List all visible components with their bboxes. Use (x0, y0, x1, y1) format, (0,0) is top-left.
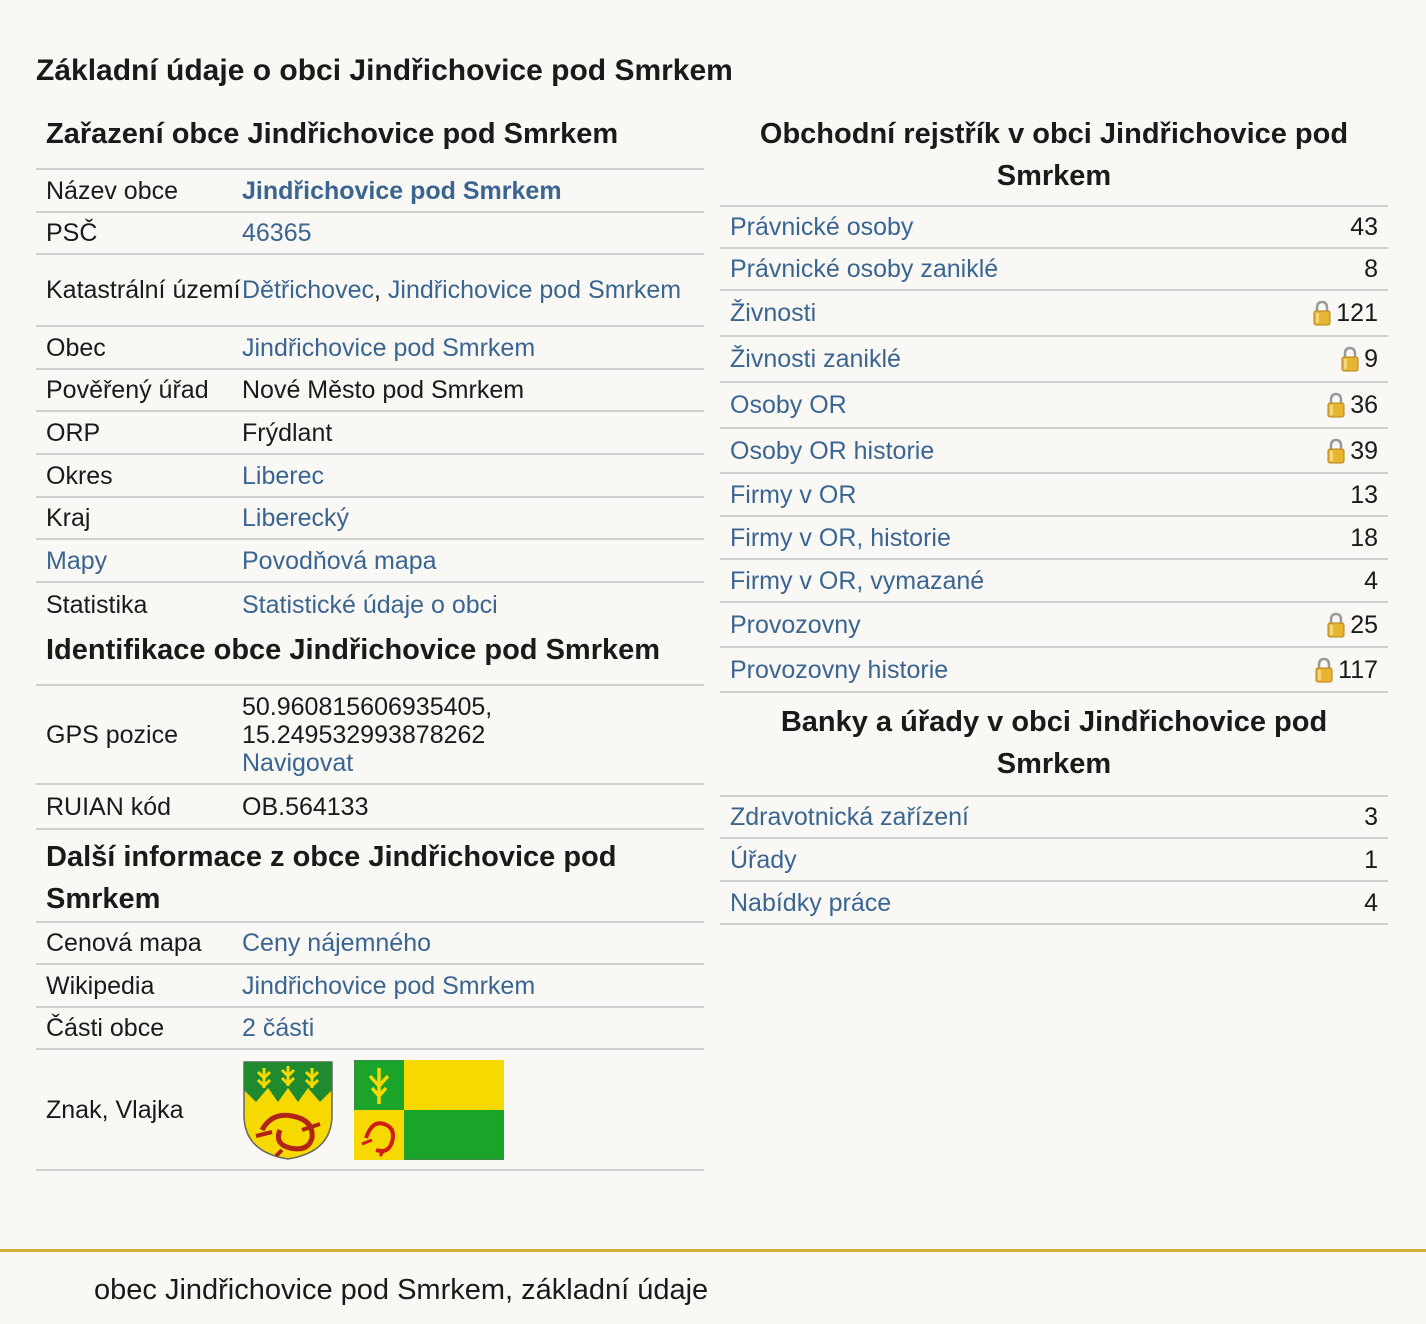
lock-icon (1340, 346, 1360, 372)
count-value: 18 (1350, 523, 1378, 552)
cadastral-values (242, 276, 694, 304)
count-value: 121 (1336, 299, 1378, 327)
lock-icon (1326, 612, 1346, 638)
count-wrap (1350, 481, 1378, 509)
count-wrap (1314, 656, 1378, 684)
rejstrik-heading: Obchodní rejstřík v obci Jindřichovice pod Smrkem (720, 110, 1388, 207)
row-label: ORP (46, 418, 101, 447)
info-row-wikipedia (36, 965, 704, 1008)
offices-link[interactable]: Úřady (730, 845, 797, 874)
register-link[interactable]: Firmy v OR, vymazané (730, 566, 985, 595)
register-link[interactable]: Provozovny historie (730, 655, 949, 684)
row-label: Okres (46, 461, 113, 490)
flag-icon[interactable] (354, 1060, 504, 1160)
health-facilities-link[interactable]: Zdravotnická zařízení (730, 803, 969, 831)
count-wrap (1326, 437, 1378, 465)
banky-heading: Banky a úřady v obci Jindřichovice pod Smrkem (720, 693, 1388, 797)
info-row-znak-vlajka (36, 1050, 704, 1171)
count-value: 3 (1364, 803, 1378, 831)
kraj-link[interactable]: Liberecký (242, 504, 349, 532)
footer-text: obec Jindřichovice pod Smrkem, základní údaje (94, 1274, 709, 1306)
statistics-link[interactable]: Statistické údaje o obci (242, 590, 498, 619)
orp-value: Frýdlant (242, 418, 333, 447)
count-wrap (1364, 255, 1378, 283)
register-row (720, 383, 1388, 429)
gps-longitude: 15.249532993878262 (242, 720, 486, 749)
count-wrap (1326, 391, 1378, 419)
register-row (720, 560, 1388, 603)
register-row (720, 474, 1388, 517)
zarazeni-heading: Zařazení obce Jindřichovice pod Smrkem (36, 110, 704, 170)
mapy-link[interactable]: Mapy (46, 546, 108, 575)
register-link[interactable]: Osoby OR historie (730, 436, 935, 465)
count-wrap (1364, 567, 1378, 595)
page-title: Základní údaje o obci Jindřichovice pod Smrkem (36, 54, 733, 87)
bank-row-nabidky (720, 882, 1388, 925)
register-link[interactable]: Živnosti (730, 299, 817, 327)
count-value: 8 (1364, 255, 1378, 283)
separator: , (374, 276, 381, 304)
info-row-okres (36, 455, 704, 498)
gps-values (242, 693, 694, 777)
info-row-obec (36, 327, 704, 370)
navigate-link[interactable]: Navigovat (242, 748, 354, 777)
info-row-gps (36, 686, 704, 785)
info-row-cenova-mapa (36, 923, 704, 965)
info-row-ruian (36, 785, 704, 828)
cadastral-link-detrichovec[interactable]: Dětřichovec (242, 276, 374, 304)
left-column (36, 110, 704, 1171)
register-link[interactable]: Provozovny (730, 610, 861, 639)
row-label: GPS pozice (46, 720, 179, 749)
count-wrap (1350, 524, 1378, 552)
emblems (242, 1060, 694, 1160)
count-value: 4 (1364, 566, 1378, 595)
coat-of-arms-icon[interactable] (242, 1060, 334, 1160)
count-value: 13 (1350, 480, 1378, 509)
register-row (720, 648, 1388, 693)
row-label: Katastrální území (46, 276, 241, 304)
register-link[interactable]: Právnické osoby zaniklé (730, 255, 999, 283)
info-row-katastralni-uzemi (36, 255, 704, 327)
count-value: 1 (1364, 845, 1378, 874)
count-wrap (1340, 345, 1378, 373)
count-wrap (1326, 611, 1378, 639)
count-value: 36 (1350, 391, 1378, 419)
info-row-kraj (36, 498, 704, 540)
right-column (720, 110, 1388, 925)
gps-latitude: 50.960815606935405, (242, 692, 493, 721)
row-label: Statistika (46, 590, 148, 619)
okres-link[interactable]: Liberec (242, 461, 324, 490)
register-link[interactable]: Živnosti zaniklé (730, 345, 901, 373)
info-row-casti-obce (36, 1008, 704, 1050)
povereny-urad-value: Nové Město pod Smrkem (242, 376, 525, 404)
ruian-value: OB.564133 (242, 792, 369, 821)
municipality-name-link[interactable]: Jindřichovice pod Smrkem (242, 176, 562, 205)
lock-icon (1326, 392, 1346, 418)
info-row-povereny-urad (36, 370, 704, 412)
row-label: Části obce (46, 1014, 165, 1042)
wikipedia-link[interactable]: Jindřichovice pod Smrkem (242, 971, 536, 1000)
cadastral-link-jindrichovice[interactable]: Jindřichovice pod Smrkem (387, 276, 682, 304)
register-row (720, 291, 1388, 337)
register-link[interactable]: Firmy v OR, historie (730, 523, 951, 552)
parts-link[interactable]: 2 části (242, 1014, 315, 1042)
register-row (720, 429, 1388, 474)
register-link[interactable]: Osoby OR (730, 391, 847, 419)
info-row-statistika (36, 583, 704, 626)
lock-icon (1312, 300, 1332, 326)
footer-divider (0, 1249, 1426, 1252)
register-row (720, 603, 1388, 648)
rent-prices-link[interactable]: Ceny nájemného (242, 929, 432, 957)
job-offers-link[interactable]: Nabídky práce (730, 888, 892, 917)
psc-link[interactable]: 46365 (242, 219, 312, 247)
count-value: 4 (1364, 888, 1378, 917)
count-value: 9 (1364, 345, 1378, 373)
flood-map-link[interactable]: Povodňová mapa (242, 546, 437, 575)
info-row-nazev-obce (36, 170, 704, 213)
info-row-mapy (36, 540, 704, 583)
count-value: 117 (1338, 655, 1378, 684)
row-label: Obec (46, 333, 106, 362)
row-label: Wikipedia (46, 971, 155, 1000)
bank-row-zdravotnicka (720, 797, 1388, 839)
row-label: Název obce (46, 176, 179, 205)
info-row-psc (36, 213, 704, 255)
count-value: 39 (1350, 436, 1378, 465)
row-label: Cenová mapa (46, 929, 202, 957)
obec-link[interactable]: Jindřichovice pod Smrkem (242, 333, 536, 362)
row-label: RUIAN kód (46, 792, 172, 821)
row-label: Znak, Vlajka (46, 1095, 184, 1124)
lock-icon (1326, 438, 1346, 464)
dalsi-heading: Další informace z obce Jindřichovice pod Smrkem (36, 828, 704, 923)
identifikace-heading: Identifikace obce Jindřichovice pod Smrkem (36, 626, 704, 686)
register-row (720, 207, 1388, 249)
row-label: Kraj (46, 504, 91, 532)
register-link[interactable]: Právnické osoby (730, 213, 914, 241)
row-label: Pověřený úřad (46, 376, 209, 404)
count-value: 43 (1350, 213, 1378, 241)
register-row (720, 517, 1388, 560)
info-row-orp (36, 412, 704, 455)
count-wrap (1312, 299, 1378, 327)
count-value: 25 (1350, 610, 1378, 639)
register-link[interactable]: Firmy v OR (730, 480, 857, 509)
bank-row-urady (720, 839, 1388, 882)
row-label: PSČ (46, 219, 98, 247)
register-row (720, 249, 1388, 291)
count-wrap (1350, 213, 1378, 241)
register-row (720, 337, 1388, 383)
lock-icon (1314, 657, 1334, 683)
